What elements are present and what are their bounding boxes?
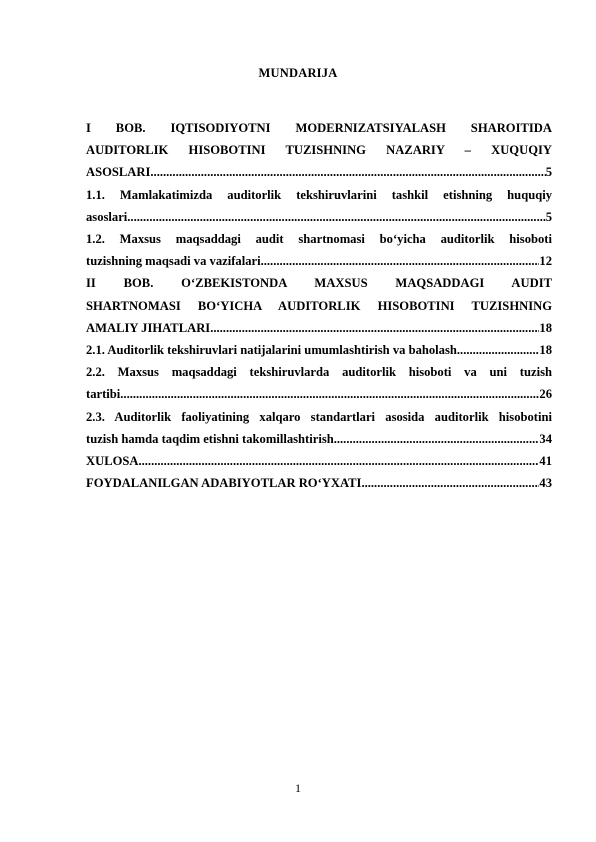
toc-entry-line: 2.2. Maxsus maqsaddagi tekshiruvlarda auditorlik hisoboti va uni tuzish — [86, 365, 552, 380]
toc-entry-leader-line — [86, 383, 552, 405]
toc-entry-text: 2.1. Auditorlik tekshiruvlari natijalarini umumlashtirish va baholash — [86, 343, 457, 358]
toc-entry-text: XULOSA — [86, 454, 139, 469]
toc-entry[interactable] — [86, 472, 552, 494]
page-number: 1 — [295, 781, 301, 795]
toc-entry-line: 1.1. Mamlakatimizda auditorlik tekshiruvlarini tashkil etishning huquqiy — [86, 187, 552, 202]
toc-entry-leader-line — [86, 161, 552, 183]
toc-entry[interactable] — [86, 117, 552, 184]
toc-entry[interactable] — [86, 406, 552, 450]
toc-entry[interactable] — [86, 450, 552, 472]
dot-leader — [361, 472, 539, 494]
toc-entry-text: tuzishning maqsadi va vazifalari — [86, 254, 261, 269]
toc-entry-text: asoslari — [86, 209, 128, 224]
toc-entry-leader-line — [86, 450, 552, 472]
toc-page-number: 34 — [539, 431, 552, 446]
dot-leader — [210, 317, 539, 339]
dot-leader — [334, 428, 540, 450]
toc-entry[interactable] — [86, 228, 552, 272]
toc-entry-leader-line — [86, 250, 552, 272]
toc-page-number: 43 — [539, 476, 552, 491]
toc-entry-line: AUDITORLIK HISOBOTINI TUZISHNING NAZARIY – XUQUQIY — [86, 143, 552, 158]
toc-entry-line: II BOB. O‘ZBEKISTONDA MAXSUS MAQSADDAGI AUDIT — [86, 276, 552, 291]
toc-entry-line: SHARTNOMASI BO‘YICHA AUDITORLIK HISOBOTINI TUZISHNING — [86, 298, 552, 313]
dot-leader — [138, 450, 539, 472]
toc-page-number: 18 — [539, 343, 552, 358]
toc-entry-line: 2.3. Auditorlik faoliyatining xalqaro standartlari asosida auditorlik hisobotini — [86, 409, 552, 424]
dot-leader — [120, 383, 539, 405]
table-of-contents — [86, 117, 552, 494]
toc-page-number: 18 — [539, 320, 552, 335]
dot-leader — [457, 339, 540, 361]
toc-entry-text: AMALIY JIHATLARI — [86, 320, 211, 335]
toc-entry-text: tartibi — [86, 387, 121, 402]
toc-entry[interactable] — [86, 272, 552, 339]
toc-entry-line: 1.2. Maxsus maqsaddagi audit shartnomasi bo‘yicha auditorlik hisoboti — [86, 232, 552, 247]
toc-entry[interactable] — [86, 361, 552, 405]
toc-entry[interactable] — [86, 184, 552, 228]
toc-entry-text: tuzish hamda taqdim etishni takomillashtirish — [86, 431, 334, 446]
toc-entry-text: ASOSLARI — [86, 165, 151, 180]
toc-entry-leader-line — [86, 428, 552, 450]
toc-page-number: 41 — [539, 454, 552, 469]
toc-entry-line: I BOB. IQTISODIYOTNI MODERNIZATSIYALASH SHAROITIDA — [86, 121, 552, 135]
toc-entry-leader-line — [86, 339, 552, 361]
toc-page-number: 5 — [545, 165, 552, 180]
dot-leader — [127, 206, 545, 228]
dot-leader — [150, 161, 545, 183]
toc-page-number: 26 — [539, 387, 552, 402]
toc-entry-leader-line — [86, 317, 552, 339]
dot-leader — [261, 250, 540, 272]
toc-entry-leader-line — [86, 206, 552, 228]
toc-page-number: 12 — [539, 254, 552, 269]
toc-entry-text: FOYDALANILGAN ADABIYOTLAR RO‘YXATI — [86, 476, 362, 491]
page-title: MUNDARIJA — [258, 66, 338, 80]
toc-entry-leader-line — [86, 472, 552, 494]
toc-entry[interactable] — [86, 339, 552, 361]
toc-page-number: 5 — [545, 209, 552, 224]
